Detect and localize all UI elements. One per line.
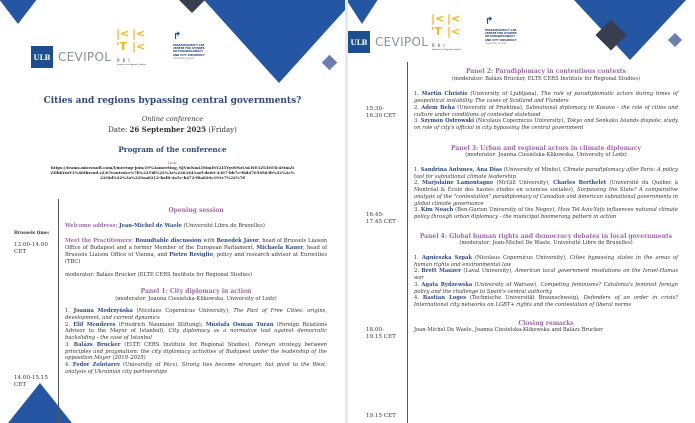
- panel1-time: 14.00-15.15 CET: [14, 375, 48, 389]
- paradiplomacy-lab-icon: ↱: [485, 16, 494, 27]
- date-value: 26 September 2025: [129, 125, 207, 134]
- conference-date: Date: 26 September 2025 (Friday): [108, 125, 237, 134]
- opening-moderator: moderator: Balázs Brucker (ELTE CERS Institute for Regional Studies): [65, 272, 252, 279]
- list-item: 4. Fedor Zolotarev (University of Pécs), Strong ties become stronger, but pivot to the West: analysis of Ukrainian city partnerships: [65, 361, 327, 375]
- opening-time: 13.00-14.00 CET: [14, 242, 48, 256]
- panel3-time: 16.45- 17.45 CET: [366, 212, 396, 226]
- panel1-moderator: (moderator: Joanna Ciesielska-Klikowska, University of Lodz): [115, 295, 277, 302]
- ulb-logo: ULB: [348, 31, 370, 53]
- program-page-1: [0, 0, 345, 423]
- panel1-heading: Panel 1: City diplomacy in action: [140, 287, 252, 295]
- list-item: 3. Szymon Ostrowski (Nicolaus Copernicus University), Tokyo and Senkaku Islands dispute: study on role of city's official in city bypassing the central government: [414, 118, 678, 131]
- closing-time: 19.15 CET: [366, 413, 396, 419]
- list-item: 2. Marjolaine Lamontagne (McGill University), Charles Berthelet (Université du Québec à Montréal & École des hautes études en sciences sociales), Surpassing the State? A comparative analysis of the "contestation" paradiplomacy of Canadian and American subnational governments in global climate governance: [414, 180, 679, 207]
- decor-triangle-topleft: [348, 0, 384, 24]
- paradiplomacy-lab-logo: ↱ PARADIPLOMACY LAB CENTRE FOR STUDIES ON PARADIPLOMACY AND CITY DIPLOMACY University of Lodz: [485, 17, 525, 45]
- panel2-list: [414, 91, 678, 131]
- list-item: 1. Agnieszka Szpak (Nicolaus Copernicus University), Cities bypassing states in the areas of human rights and environmental law: [414, 255, 678, 268]
- panel3-list: [414, 167, 678, 221]
- list-item: 1. Sandrina Antunes, Ana Dias (University of Minho), Climate paradiplomacy after Paris: A policy tool for subnational climate leadership: [414, 167, 678, 180]
- list-item: 1. Joanna Modrzyńska (Nicolaus Copernicus University), The Pact of Free Cities: origins, development, and current dynamics: [65, 308, 327, 322]
- list-item: 3. Agata Rydzewska (University of Warsaw), Competing feminisms? Catalonia's feminist foreign policy and the challenge to Spain's central authority: [414, 281, 678, 295]
- welcome-address: Welcome address: Jean-Michel de Waele (Université Libre de Bruxelles): [65, 222, 265, 229]
- brussels-time-label: Brussels time:: [14, 231, 50, 236]
- timeline-divider: [407, 62, 408, 423]
- meeting-link-block: [50, 160, 295, 180]
- closing-speakers: Jean-Michel De Waele, Joanna Ciesielska-Klikowska and Balázs Brucker: [414, 327, 603, 334]
- opening-session-heading: Opening session: [168, 207, 224, 214]
- panel4-heading: Panel 4: Global human rights and democracy debates in local governments: [419, 232, 673, 240]
- panel1-list: [65, 308, 327, 375]
- krtk-logo: |< |< 'T |< RKI Institute for Regional Studies: [431, 12, 462, 51]
- logo-row: [31, 44, 111, 70]
- panel4-moderator: (moderator: Jean-Michel De Waele, Université Libre de Bruxelles): [459, 240, 633, 247]
- panels-column: [414, 69, 678, 334]
- list-item: 4. Bastian Loges (Technische Universität Braunschweig), Defenders of an order in crisis? International city networks on LGBT+ rights and the contestation of liberal norms: [414, 295, 678, 308]
- list-item: 1. Martin Christie (University of Ljubljana), The role of paradiplomatic actors during times of geopolitical instability. The cases of Scotland and Flanders: [414, 91, 678, 105]
- list-item: 3. Kim Noach (Ben-Gurion University of the Negev), How Tel Aviv-Yafo influences national climate policy through urban diplomacy - the municipal boomerang pattern in action: [414, 207, 678, 220]
- paradiplomacy-lab-logo: ↱ PARADIPLOMACY LAB CENTRE FOR STUDIES ON PARADIPLOMACY AND CITY DIPLOMACY University of Lodz: [173, 32, 213, 60]
- roundtable-description: Meet the Practitioners: Roundtable discussion with Benedek Jávor, head of Brussels Liaison Office of Budapest and a former Member of the European Parliament, Michaela Kauer, head of Brussels Liaison Office of Vienna, and Pietro Reviglio, policy and research advisor at Eurocities (TBC): [65, 238, 327, 265]
- panel4-time: 18.00- 19.15 CET: [366, 327, 396, 341]
- decor-triangle-topleft: [0, 0, 44, 24]
- timeline-divider: [58, 199, 59, 423]
- krtk-logo: |< |< 'T |< RKI Institute for Regional Studies: [116, 27, 147, 66]
- cevipol-logo: CEVIPOL: [58, 50, 112, 64]
- logo-row: [348, 29, 428, 55]
- page-title: Cities and regions bypassing central governments?: [43, 96, 302, 106]
- program-page-2: [348, 0, 695, 423]
- closing-heading: Closing remarks: [518, 319, 574, 327]
- list-item: 3. Balázs Brucker (ELTE CERS Institute for Regional Studies), Foreign strategy between principles and pragmatism: the city diplomacy activities of Budapest under the leadership of the opposition Mayor (2019–2025): [65, 341, 327, 362]
- panel2-heading: Panel 2: Paradiplomacy in contentious contexts: [466, 68, 626, 75]
- conference-format: Online conference: [141, 115, 204, 123]
- panel3-heading: Panel 3: Urban and regional actors in climate diplomacy: [451, 144, 641, 152]
- decor-triangle-large: [204, 0, 345, 83]
- program-heading: Program of the conference: [118, 145, 227, 154]
- link-label: Link:: [167, 160, 178, 165]
- meeting-link[interactable]: https://teams.microsoft.com/l/meetup-join/19%3ameeting_NjVmNmI3MmEtY2I5Yy00NzUxLWE1ZGItOTc4MmZiZDhkYmY1%40thread.v2/0?context=%7b%22Tid%22%3a%2263441aef-da60-4367-bb7e-f6d47056963b%22%2c%22Oid%22%3a%229aa8212-baf8-4a5c-b472-f8a820c193c7%22%7d: [50, 165, 295, 180]
- list-item: 2. Adem Beha (University of Prishtina), Subnational diplomacy in Kosovo - the role of cities and culture under conditions of contested statehood: [414, 104, 678, 118]
- paradiplomacy-lab-icon: ↱: [173, 31, 182, 42]
- panel3-moderator: (moderator: Joanna Ciesielska-Klikowska, University of Lodz): [465, 152, 627, 159]
- panel4-list: [414, 255, 678, 309]
- list-item: 2. Brett Manzer (Laval University), American local government resolutions on the Israel-Hamas war: [414, 268, 678, 282]
- opening-session: [65, 208, 327, 375]
- decor-triangle-large: [574, 0, 686, 60]
- list-item: 2. Elif Menderes (Friedrich Naumann Stiftung); Mustafa Osman Turan (Foreign Relations Advisor to the Mayor of Istanbul), City diplomacy as a normative tool against democratic backsliding - the case of Istanbul: [65, 321, 327, 342]
- panel2-moderator: (moderator: Balázs Brucker, ELTE CERS Institute for Regional Studies): [451, 75, 641, 82]
- panel2-time: 15.30- 16.30 CET: [366, 106, 396, 120]
- ulb-logo: ULB: [31, 46, 53, 68]
- cevipol-logo: CEVIPOL: [375, 35, 429, 49]
